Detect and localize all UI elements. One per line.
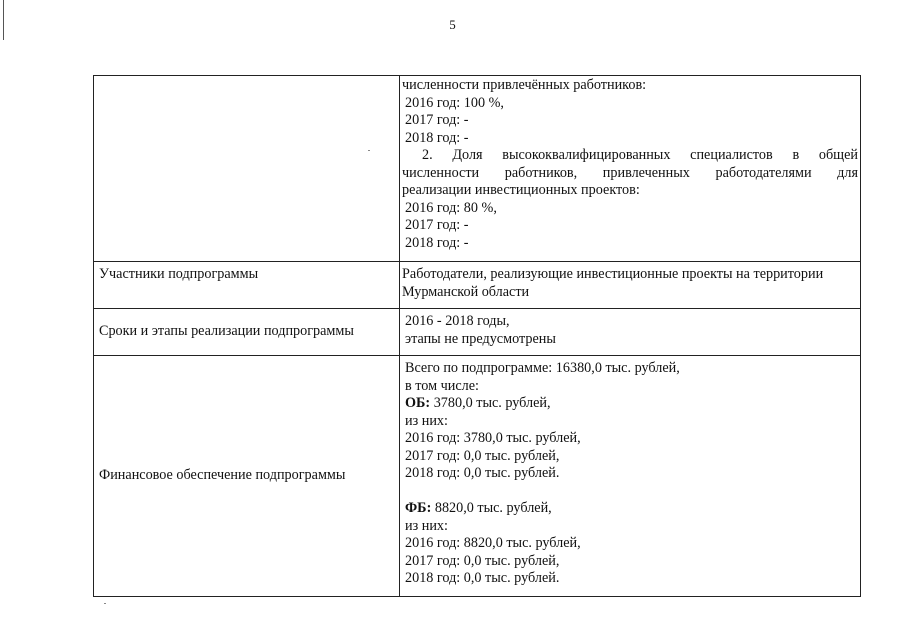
text-line: 2018 год: -	[405, 129, 469, 146]
fb-amount: 8820,0 тыс. рублей,	[431, 500, 552, 516]
text-line: 2018 год: -	[405, 234, 469, 251]
fb-label: ФБ:	[405, 500, 432, 516]
text-line: 2016 - 2018 годы,	[405, 313, 510, 329]
text-line: 2017 год: 0,0 тыс. рублей,	[405, 552, 560, 569]
text-line: 2016 год: 100 %,	[405, 94, 504, 111]
participants-value	[400, 262, 861, 309]
text-line: 2016 год: 3780,0 тыс. рублей,	[405, 430, 581, 446]
ob-line	[402, 395, 858, 413]
row-label-cell	[94, 76, 400, 262]
text-line: 2017 год: -	[405, 217, 469, 233]
text-line: этапы не предусмотрены	[405, 330, 556, 347]
terms-value	[400, 309, 861, 356]
text-line: Мурманской области	[402, 283, 530, 300]
text-line: численности привлечённых работников:	[402, 77, 647, 93]
page-number: 5	[449, 17, 456, 32]
target-indicators-cell	[400, 76, 861, 262]
text-line: 2017 год: -	[405, 112, 469, 128]
ob-amount: 3780,0 тыс. рублей,	[430, 395, 551, 411]
scan-dot	[104, 603, 106, 604]
text-line: Работодатели, реализующие инвестиционные проекты на территории	[402, 266, 824, 282]
financing-value	[400, 356, 861, 597]
blank-line	[402, 483, 858, 501]
text-line: из них:	[405, 412, 448, 429]
text-line: численности работников, привлеченных работодателями для	[402, 164, 858, 181]
text-line: 2. Доля высококвалифицированных специалистов в общей	[422, 147, 858, 163]
participants-label: Участники подпрограммы	[94, 262, 400, 309]
subprogram-passport-table	[93, 75, 861, 597]
text-line: 2016 год: 80 %,	[405, 199, 497, 216]
text-line: 2016 год: 8820,0 тыс. рублей,	[405, 535, 581, 551]
text-line: Всего по подпрограмме: 16380,0 тыс. рублей,	[405, 360, 680, 376]
text-line: из них:	[405, 517, 448, 534]
text-line: 2017 год: 0,0 тыс. рублей,	[405, 447, 560, 464]
ob-label: ОБ:	[405, 395, 431, 411]
table-row	[94, 309, 861, 356]
text-line: 2018 год: 0,0 тыс. рублей.	[405, 570, 560, 586]
table-row	[94, 262, 861, 309]
fb-line	[402, 500, 858, 518]
text-line: 2018 год: 0,0 тыс. рублей.	[405, 465, 560, 481]
terms-label: Сроки и этапы реализации подпрограммы	[94, 309, 400, 356]
table-row	[94, 76, 861, 262]
text-line: реализации инвестиционных проектов:	[402, 182, 640, 198]
table-row	[94, 356, 861, 597]
text-line: в том числе:	[405, 377, 479, 394]
financing-label: Финансовое обеспечение подпрограммы	[94, 356, 400, 597]
